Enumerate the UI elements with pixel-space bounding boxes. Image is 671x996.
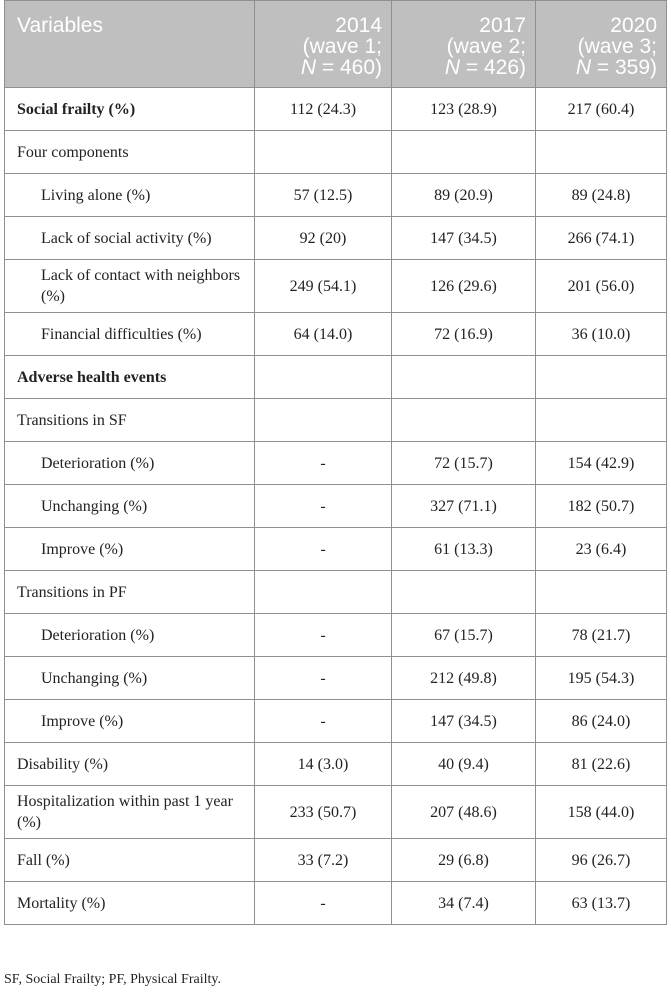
table-row (5, 528, 667, 571)
cell-2014 (255, 571, 392, 614)
cell-2014: - (255, 442, 392, 485)
cell-2020: 89 (24.8) (536, 174, 667, 217)
cell-2017 (392, 356, 536, 399)
cell-2014 (255, 131, 392, 174)
cell-2017: 126 (29.6) (392, 260, 536, 313)
cell-2017: 29 (6.8) (392, 839, 536, 882)
header-wave-2 (392, 1, 536, 88)
table-header (5, 1, 667, 88)
cell-2017: 212 (49.8) (392, 657, 536, 700)
cell-2017 (392, 399, 536, 442)
table-row (5, 657, 667, 700)
cell-2014: - (255, 882, 392, 925)
table-row (5, 88, 667, 131)
cell-2014: - (255, 528, 392, 571)
cell-2020: 182 (50.7) (536, 485, 667, 528)
table-row (5, 571, 667, 614)
cell-2020 (536, 399, 667, 442)
cell-2017: 72 (16.9) (392, 313, 536, 356)
header-wave-1 (255, 1, 392, 88)
table-row (5, 313, 667, 356)
cell-2017: 89 (20.9) (392, 174, 536, 217)
row-label: Unchanging (%) (5, 485, 255, 528)
cell-2020: 266 (74.1) (536, 217, 667, 260)
table-row (5, 260, 667, 313)
table-row (5, 399, 667, 442)
cell-2020 (536, 356, 667, 399)
cell-2014: 112 (24.3) (255, 88, 392, 131)
cell-2017 (392, 571, 536, 614)
row-label: Lack of contact with neighbors (%) (5, 260, 255, 313)
row-label: Deterioration (%) (5, 442, 255, 485)
cell-2017: 327 (71.1) (392, 485, 536, 528)
table-row (5, 356, 667, 399)
cell-2017: 40 (9.4) (392, 743, 536, 786)
row-label: Transitions in SF (5, 399, 255, 442)
cell-2014: 249 (54.1) (255, 260, 392, 313)
cell-2014: 57 (12.5) (255, 174, 392, 217)
table-footnote: SF, Social Frailty; PF, Physical Frailty. (4, 972, 221, 987)
table-row (5, 131, 667, 174)
cell-2014: 233 (50.7) (255, 786, 392, 839)
cell-2017: 123 (28.9) (392, 88, 536, 131)
header-n-label: N (444, 56, 461, 79)
cell-2020: 217 (60.4) (536, 88, 667, 131)
cell-2014: - (255, 657, 392, 700)
row-label: Social frailty (%) (5, 88, 255, 131)
header-n-value: = 460) (316, 56, 382, 79)
row-label: Transitions in PF (5, 571, 255, 614)
header-wave-label: (wave 2; (446, 35, 526, 58)
cell-2020: 23 (6.4) (536, 528, 667, 571)
cell-2017 (392, 131, 536, 174)
cell-2020: 86 (24.0) (536, 700, 667, 743)
row-label: Improve (%) (5, 700, 255, 743)
row-label: Disability (%) (5, 743, 255, 786)
cell-2020: 201 (56.0) (536, 260, 667, 313)
row-label: Improve (%) (5, 528, 255, 571)
header-n-value: = 426) (460, 56, 526, 79)
cell-2017: 34 (7.4) (392, 882, 536, 925)
table-row (5, 743, 667, 786)
table-row (5, 485, 667, 528)
cell-2014: - (255, 485, 392, 528)
header-variables: Variables (5, 1, 255, 88)
header-year: 2020 (610, 14, 657, 37)
cell-2020 (536, 571, 667, 614)
cell-2017: 61 (13.3) (392, 528, 536, 571)
header-year: 2014 (335, 14, 382, 37)
row-label: Fall (%) (5, 839, 255, 882)
cell-2014: 92 (20) (255, 217, 392, 260)
cell-2020 (536, 131, 667, 174)
row-label: Financial difficulties (%) (5, 313, 255, 356)
table-row (5, 882, 667, 925)
cell-2014 (255, 399, 392, 442)
cell-2020: 81 (22.6) (536, 743, 667, 786)
header-year: 2017 (479, 14, 526, 37)
cell-2014: 14 (3.0) (255, 743, 392, 786)
row-label: Living alone (%) (5, 174, 255, 217)
header-wave-3 (536, 1, 667, 88)
row-label: Unchanging (%) (5, 657, 255, 700)
header-n-value: = 359) (591, 56, 657, 79)
header-n-label: N (300, 56, 317, 79)
row-label: Lack of social activity (%) (5, 217, 255, 260)
cell-2014: - (255, 614, 392, 657)
row-label: Hospitalization within past 1 year (%) (5, 786, 255, 839)
cell-2014: - (255, 700, 392, 743)
row-label: Adverse health events (5, 356, 255, 399)
table-row (5, 217, 667, 260)
cell-2017: 147 (34.5) (392, 217, 536, 260)
table-row (5, 839, 667, 882)
cell-2017: 72 (15.7) (392, 442, 536, 485)
cell-2020: 36 (10.0) (536, 313, 667, 356)
cell-2020: 78 (21.7) (536, 614, 667, 657)
table-row (5, 700, 667, 743)
table-row (5, 786, 667, 839)
cell-2020: 195 (54.3) (536, 657, 667, 700)
table-row (5, 174, 667, 217)
row-label: Deterioration (%) (5, 614, 255, 657)
cell-2017: 147 (34.5) (392, 700, 536, 743)
table-row (5, 442, 667, 485)
cell-2014 (255, 356, 392, 399)
row-label: Mortality (%) (5, 882, 255, 925)
cell-2014: 64 (14.0) (255, 313, 392, 356)
header-wave-label: (wave 3; (577, 35, 657, 58)
cell-2017: 67 (15.7) (392, 614, 536, 657)
table-body (5, 88, 667, 925)
frailty-table (4, 0, 667, 925)
cell-2020: 154 (42.9) (536, 442, 667, 485)
header-wave-label: (wave 1; (302, 35, 382, 58)
cell-2014: 33 (7.2) (255, 839, 392, 882)
cell-2020: 96 (26.7) (536, 839, 667, 882)
cell-2020: 63 (13.7) (536, 882, 667, 925)
header-n-label: N (575, 56, 592, 79)
table-row (5, 614, 667, 657)
cell-2017: 207 (48.6) (392, 786, 536, 839)
cell-2020: 158 (44.0) (536, 786, 667, 839)
row-label: Four components (5, 131, 255, 174)
